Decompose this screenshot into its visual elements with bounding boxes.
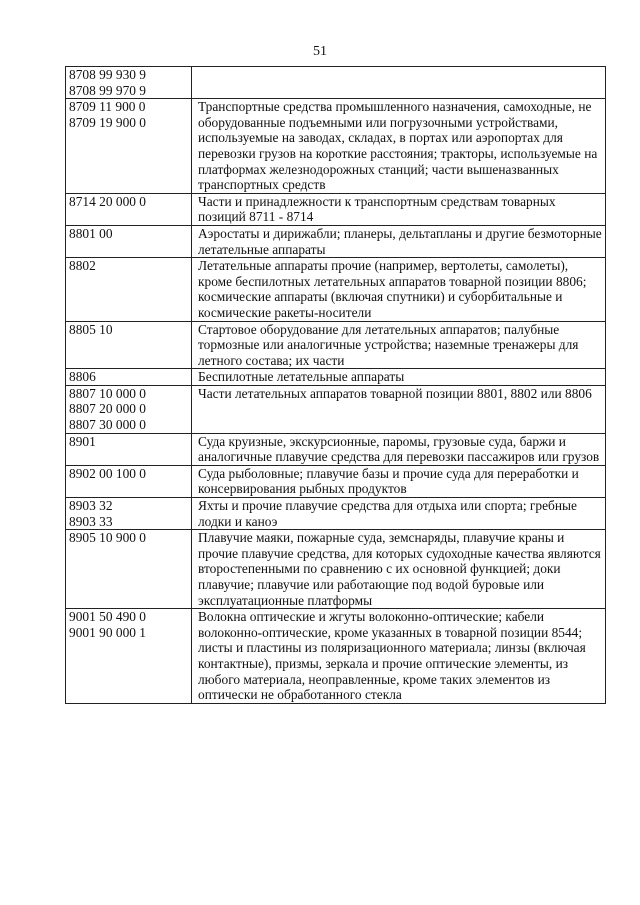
code-cell xyxy=(66,67,192,99)
table-row xyxy=(66,465,606,497)
tariff-code: 8709 11 900 0 xyxy=(69,99,146,115)
description-cell xyxy=(192,433,606,465)
description-cell xyxy=(192,498,606,530)
goods-description: Яхты и прочие плавучие средства для отдыха или спорта; гребные лодки и каноэ xyxy=(198,498,577,529)
table-row xyxy=(66,530,606,609)
tariff-code: 8714 20 000 0 xyxy=(69,193,146,209)
code-cell xyxy=(66,433,192,465)
tariff-code: 8807 30 000 0 xyxy=(69,417,146,433)
code-cell xyxy=(66,609,192,704)
goods-description: Суда круизные, экскурсионные, паромы, грузовые суда, баржи и аналогичные плавучие средства для перевозки пассажиров или грузов xyxy=(198,433,600,465)
table-row xyxy=(66,498,606,530)
tariff-code: 8802 xyxy=(69,258,96,274)
tariff-code: 8708 99 930 9 xyxy=(69,67,146,82)
description-cell xyxy=(192,67,606,99)
table-row xyxy=(66,385,606,433)
goods-description: Суда рыболовные; плавучие базы и прочие суда для переработки и консервирования рыбных продуктов xyxy=(198,465,579,497)
goods-description: Летательные аппараты прочие (например, вертолеты, самолеты), кроме беспилотных летательных аппаратов товарной позиции 8806; космические аппараты (включая спутники) и суборбитальные и космические ракеты-носители xyxy=(198,258,587,320)
code-cell xyxy=(66,321,192,369)
table-body xyxy=(66,67,606,704)
table-row xyxy=(66,99,606,194)
description-cell xyxy=(192,321,606,369)
table-row xyxy=(66,258,606,321)
tariff-code: 8801 00 xyxy=(69,225,113,241)
table-row xyxy=(66,225,606,257)
tariff-code: 8709 19 900 0 xyxy=(69,114,146,130)
tariff-code: 8902 00 100 0 xyxy=(69,465,146,481)
code-cell xyxy=(66,369,192,386)
tariff-code: 9001 50 490 0 xyxy=(69,609,146,625)
description-cell xyxy=(192,465,606,497)
tariff-code: 8806 xyxy=(69,369,96,385)
tariff-code: 8903 32 xyxy=(69,498,113,514)
code-cell xyxy=(66,465,192,497)
description-cell xyxy=(192,369,606,386)
description-cell xyxy=(192,609,606,704)
table-row xyxy=(66,193,606,225)
code-cell xyxy=(66,385,192,433)
tariff-code: 8805 10 xyxy=(69,321,113,337)
table-row xyxy=(66,433,606,465)
goods-description: Части летательных аппаратов товарной позиции 8801, 8802 или 8806 xyxy=(198,385,592,401)
goods-description: Стартовое оборудование для летательных аппаратов; палубные тормозные или аналогичные устройства; наземные тренажеры для летного состава; их части xyxy=(198,321,579,368)
description-cell xyxy=(192,99,606,194)
tariff-code: 9001 90 000 1 xyxy=(69,624,146,640)
goods-description: Транспортные средства промышленного назначения, самоходные, не оборудованные подъемными или погрузочными устройствами, используемые на заводах, складах, в портах или аэропортах для перевозки грузов на короткие расстояния; тракторы, используемые на платформах железнодорожных станций; части вышеназванных транспортных средств xyxy=(198,99,598,193)
table-row xyxy=(66,609,606,704)
code-cell xyxy=(66,498,192,530)
description-cell xyxy=(192,258,606,321)
tariff-code: 8901 xyxy=(69,433,96,449)
goods-description: Части и принадлежности к транспортным средствам товарных позиций 8711 - 8714 xyxy=(198,193,556,225)
description-cell xyxy=(192,225,606,257)
code-cell xyxy=(66,99,192,194)
tariff-code: 8708 99 970 9 xyxy=(69,82,146,98)
code-cell xyxy=(66,530,192,609)
code-cell xyxy=(66,193,192,225)
tariff-code: 8903 33 xyxy=(69,513,113,529)
goods-description: Аэростаты и дирижабли; планеры, дельтапланы и другие безмоторные летательные аппараты xyxy=(198,225,602,257)
goods-description: Плавучие маяки, пожарные суда, земснаряды, плавучие краны и прочие плавучие средства, для которых судоходные качества являются второстепенными по сравнению с их основной функцией; доки плавучие; плавучие или работающие под водой буровые или эксплуатационные платформы xyxy=(198,530,601,608)
table-row xyxy=(66,369,606,386)
code-cell xyxy=(66,258,192,321)
tariff-code: 8905 10 900 0 xyxy=(69,530,146,546)
table-row xyxy=(66,67,606,99)
tariff-code: 8807 20 000 0 xyxy=(69,401,146,417)
goods-description: Беспилотные летательные аппараты xyxy=(198,369,405,385)
description-cell xyxy=(192,385,606,433)
description-cell xyxy=(192,193,606,225)
tariff-code: 8807 10 000 0 xyxy=(69,385,146,401)
goods-description: Волокна оптические и жгуты волоконно-оптические; кабели волоконно-оптические, кроме указанных в товарной позиции 8544; листы и пластины из поляризационного материала; линзы (включая контактные), призмы, зеркала и прочие оптические элементы, из любого материала, неоправленные, кроме таких элементов из оптически не обработанного стекла xyxy=(198,609,586,703)
table-row xyxy=(66,321,606,369)
tariff-code-table xyxy=(65,66,606,704)
description-cell xyxy=(192,530,606,609)
page-number: 51 xyxy=(313,44,327,59)
code-cell xyxy=(66,225,192,257)
